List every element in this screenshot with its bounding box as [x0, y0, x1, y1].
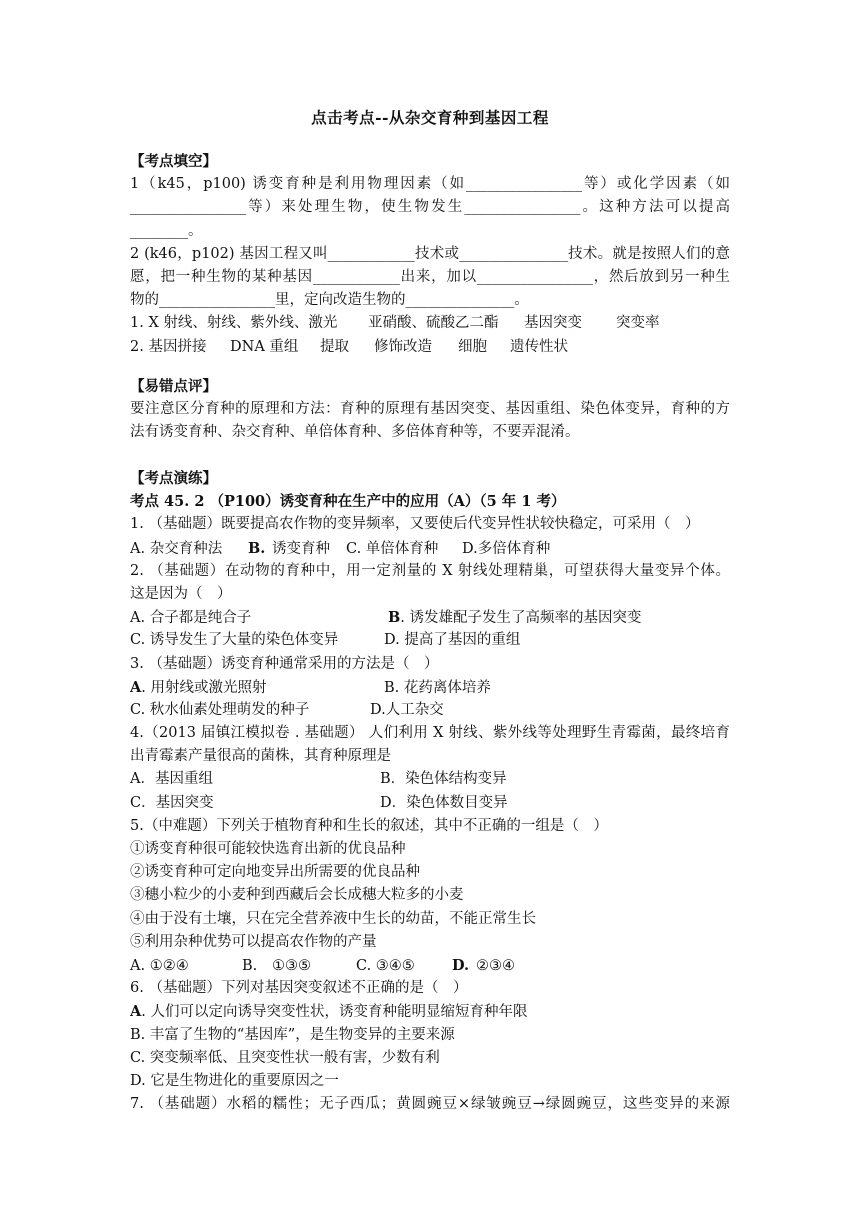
q6-option-a: . 人们可以定向诱导突变性状，诱变育种能明显缩短育种年限 [141, 1004, 528, 1021]
q5-statement-3: ③穗小粒少的小麦种到西藏后会长成穗大粒多的小麦 [130, 887, 464, 904]
drill-heading: 【考点演练】 [130, 470, 217, 487]
q3-options-ab [130, 676, 730, 699]
fill-line-2: ________________等）来处理生物，使生物发生________________。这种方法可以提高 [130, 199, 730, 216]
q3-option-d: D.人工杂交 [370, 701, 444, 718]
q5-option-c: C. ③④⑤ [356, 957, 415, 974]
q5-option-a: A. ①②④ [130, 957, 189, 974]
errors-heading: 【易错点评】 [130, 378, 217, 395]
answer-line-1 [130, 312, 730, 335]
q5-options [130, 954, 730, 977]
q2-stem-2: 这是因为（ ） [130, 585, 232, 602]
answer-2-2: DNA 重组 [230, 338, 299, 355]
q1-option-c: C. 单倍体育种 [346, 540, 439, 557]
q3-option-a-letter: A [130, 678, 142, 696]
q2-options-ab [130, 606, 730, 629]
errors-line-1: 要注意区分育种的原理和方法：育种的原理有基因突变、基因重组、染色体变异，育种的方 [130, 401, 730, 418]
answer-2-3: 提取 [320, 338, 349, 355]
answer-line-2 [130, 336, 730, 359]
q6-option-b: B. 丰富了生物的“基因库”，是生物变异的主要来源 [130, 1026, 455, 1043]
errors-line-2: 法有诱变育种、杂交育种、单倍体育种、多倍体育种等，不要弄混淆。 [130, 424, 580, 441]
q7-stem: 7. （基础题）水稻的糯性；无子西瓜；黄圆豌豆×绿皱豌豆→绿圆豌豆，这些变异的来源 [130, 1096, 730, 1113]
page-title: 点击考点--从杂交育种到基因工程 [311, 108, 549, 127]
q6-option-a-line [130, 1000, 730, 1023]
q5-statement-1: ①诱变育种很可能较快选育出新的优良品种 [130, 841, 406, 857]
answer-1-3: 基因突变 [524, 315, 582, 332]
answer-1-1: 1. X 射线、射线、紫外线、激光 [130, 315, 338, 332]
drill-point: 考点 45. 2 （P100）诱变育种在生产中的应用（A）（5 年 1 考） [130, 493, 566, 511]
answer-2-5: 细胞 [458, 338, 487, 355]
answer-2-6: 遗传性状 [510, 338, 568, 355]
q5-stem: 5.（中难题）下列关于植物育种和生长的叙述，其中不正确的一组是（ ） [130, 817, 608, 834]
q4-option-b: B．染色体结构变异 [380, 771, 507, 788]
q1-option-a: A. 杂交育种法 [130, 540, 223, 557]
q3-option-b: B. 花药离体培养 [384, 679, 491, 696]
q1-option-d: D.多倍体育种 [462, 540, 551, 557]
q4-stem-2: 出青霉素产量很高的菌株，其育种原理是 [130, 748, 391, 765]
fill-line-5: 愿，把一种生物的某种基因____________出来，加以________________，然后放到另一种生 [130, 268, 730, 285]
q6-option-d: D. 它是生物进化的重要原因之一 [130, 1072, 339, 1089]
q5-option-b-letter: B. [242, 957, 258, 974]
q5-statement-4: ④由于没有土壤，只在完全营养液中生长的幼苗，不能正常生长 [130, 910, 536, 927]
q4-option-d: D．染色体数目变异 [380, 794, 508, 811]
q5-option-b: ①③⑤ [272, 957, 311, 974]
q1-option-b: 诱变育种 [272, 540, 330, 557]
fill-line-6: 物的________________里，定向改造生物的_______________。 [130, 292, 529, 309]
q3-options-cd [130, 699, 730, 722]
q2-option-b: . 诱发雄配子发生了高频率的基因突变 [400, 610, 642, 627]
q1-stem: 1. （基础题）既要提高农作物的变异频率，又要使后代变异性状较快稳定，可采用（ ） [130, 516, 700, 533]
q6-option-c: C. 突变频率低、且突变性状一般有害，少数有利 [130, 1049, 440, 1066]
q2-stem-1: 2. （基础题）在动物的育种中，用一定剂量的 X 射线处理精巢，可望获得大量变异个体。 [130, 562, 730, 579]
answer-1-4: 突变率 [616, 315, 660, 332]
q2-options-cd [130, 629, 730, 652]
q3-stem: 3. （基础题）诱变育种通常采用的方法是（ ） [130, 655, 439, 672]
q4-options-ab [130, 768, 730, 791]
q6-stem: 6. （基础题）下列对基因突变叙述不正确的是（ ） [130, 980, 468, 997]
answer-2-4: 修饰改造 [374, 338, 432, 355]
answer-2-1: 2. 基因拼接 [130, 338, 207, 355]
q4-stem-1: 4.（2013 届镇江模拟卷 . 基础题） 人们利用 X 射线、紫外线等处理野生青霉菌，最终培育 [130, 725, 730, 742]
q4-option-a: A．基因重组 [130, 771, 213, 788]
q2-option-a: A. 合子都是纯合子 [130, 610, 252, 627]
answer-1-2: 亚硝酸、硫酸乙二酯 [368, 315, 499, 332]
drill-section [130, 467, 730, 1116]
errors-section [130, 375, 730, 445]
fill-line-3: ________。 [130, 222, 203, 239]
q6-option-a-letter: A [130, 1003, 142, 1021]
q5-statement-5: ⑤利用杂种优势可以提高农作物的产量 [130, 933, 377, 950]
fill-line-4: 2 (k46，p102) 基因工程又叫____________技术或_______________技术。就是按照人们的意 [130, 245, 730, 262]
q5-option-d-letter: D. [452, 956, 470, 974]
q1-option-b-letter: B. [248, 539, 266, 557]
q3-option-a: . 用射线或激光照射 [141, 679, 267, 696]
q4-option-c: C．基因突变 [130, 794, 214, 811]
q5-option-d: ②③④ [476, 957, 515, 974]
fill-section [130, 150, 730, 359]
q3-option-c: C. 秋水仙素处理萌发的种子 [130, 701, 310, 718]
q1-options [130, 537, 730, 560]
q4-options-cd [130, 792, 730, 815]
q2-option-d: D. 提高了基因的重组 [384, 632, 521, 649]
q2-option-c: C. 诱导发生了大量的染色体变异 [130, 632, 339, 649]
fill-line-1: 1（k45，p100) 诱变育种是利用物理因素（如________________等）或化学因素（如 [130, 176, 730, 193]
fill-heading: 【考点填空】 [130, 153, 217, 170]
q5-statement-2: ②诱变育种可定向地变异出所需要的优良品种 [130, 864, 420, 881]
q2-option-b-letter: B [388, 609, 401, 627]
